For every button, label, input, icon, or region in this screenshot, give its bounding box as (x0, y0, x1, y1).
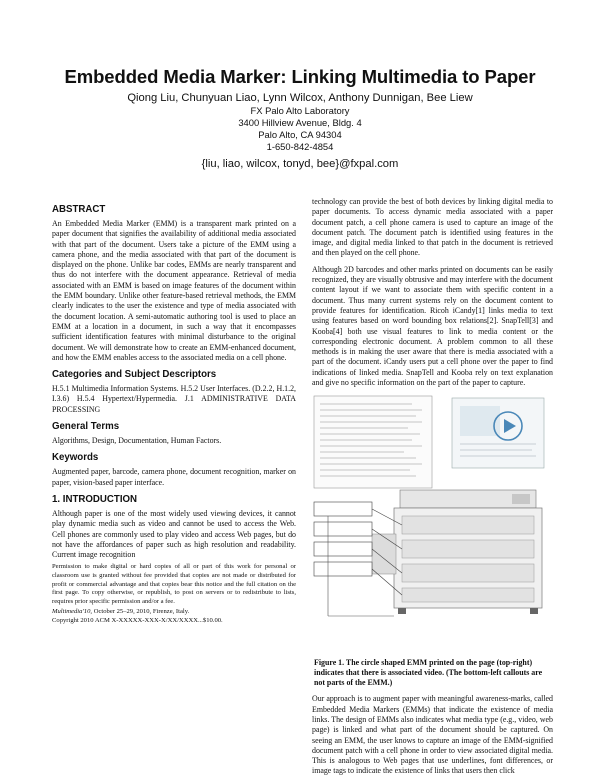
keywords-text: Augmented paper, barcode, camera phone, document recognition, marker on paper, vision-based paper interface. (52, 467, 296, 487)
figure-1-caption: Figure 1. The circle shaped EMM printed on the page (top-right) indicates that there is associated video. (The bottom-left callouts are not parts of the EMM.) (314, 658, 543, 688)
abstract-heading: ABSTRACT (52, 204, 106, 215)
permission-notice: Permission to make digital or hard copies of all or part of this work for personal or classroom use is granted without fee provided that copies are not made or distributed for profit or commercial advantage and that copies bear this notice and the full citation on the first page. To copy otherwise, or republish, to post on servers or to redistribute to lists, requires prior specific permission and/or a fee. (52, 563, 296, 605)
affiliation-phone: 1-650-842-4854 (266, 141, 334, 152)
introduction-heading: 1. INTRODUCTION (52, 493, 138, 505)
paragraph-2: Although 2D barcodes and other marks printed on documents can be easily recognized, they are visually obtrusive and may interfere with the document content layout if we want to associate them with specific content in a document. Thus many current systems rely on the document content to provide features for identification. Ricoh iCandy[1] links media to text using features based on word bounding box relations[2]. SnapTell[3] and Kooba[4] both use visual features to link to media content or the corresponding electronic document. A problem common to all these methods is in making the user aware that there is media associated with a part of the document. iCandy users put a cell phone over the paper to find indications of linked media. SnapTell and Kooba rely on text explanation and give no specific information on the part of the paper to capture. (312, 264, 553, 388)
copyright-line: Copyright 2010 ACM X-XXXXX-XXX-X/XX/XXXX...$10.00. (52, 616, 223, 624)
figure-1 (312, 394, 553, 652)
venue-details: , October 25–29, 2010, Firenze, Italy. (90, 608, 190, 616)
keywords-heading: Keywords (52, 452, 99, 464)
emm-document (452, 398, 544, 468)
categories-heading: Categories and Subject Descriptors (52, 369, 217, 381)
figure-1-illustration (312, 394, 553, 652)
affiliation-city: Palo Alto, CA 94304 (258, 129, 342, 140)
general-terms-heading: General Terms (52, 421, 120, 433)
right-column (312, 197, 553, 783)
affiliation-line: FX Palo Alto Laboratory (250, 105, 350, 116)
author-list: Qiong Liu, Chunyuan Liao, Lynn Wilcox, Anthony Dunnigan, Bee Liew (127, 92, 473, 104)
venue-line (52, 608, 296, 617)
general-terms-text: Algorithms, Design, Documentation, Human Factors. (52, 436, 222, 446)
author-emails: {liu, liao, wilcox, tonyd, bee}@fxpal.com (201, 158, 399, 170)
introduction-text: Although paper is one of the most widely used viewing devices, it cannot play dynamic media such as video and cannot be used to access the Web. Cell phones are commonly used to play video and access Web pages, but do not have the affordances of paper such as high resolution and readability. Current image recognition (52, 508, 296, 560)
categories-text: H.5.1 Multimedia Information Systems. H.5.2 User Interfaces. (D.2.2, H.1.2, I.3.6) H.5.4 Hypertext/Hypermedia. J.1 ADMINISTRATIVE DATA PROCESSING (52, 384, 296, 414)
left-column (52, 204, 296, 626)
affiliation-address: 3400 Hillview Avenue, Bldg. 4 (238, 117, 362, 128)
printed-page (314, 396, 432, 488)
copyright-block (52, 563, 296, 625)
paper-header (0, 66, 600, 171)
venue-name: Multimedia'10 (52, 608, 91, 616)
paper-title: Embedded Media Marker: Linking Multimedia to Paper (64, 66, 536, 87)
paragraph-1: technology can provide the best of both devices by linking digital media to paper documents. To access dynamic media associated with a paper document patch, a cell phone camera is used to capture an image of the document patch. The document patch is identified using features in the image, and digital media linked to that patch in the document is retrieved and then played on the cell phone. (312, 197, 553, 258)
printer-illustration (372, 490, 542, 614)
abstract-text: An Embedded Media Marker (EMM) is a transparent mark printed on a paper document that signifies the availability of additional media associated with that part of the document. Users take a picture of the EMM using a camera phone, and the media associated with that part of the document is displayed on the phone. Unlike bar codes, EMMs are nearly transparent and thus do not interfere with the document appearance. Retrieval of media associated with an EMM is based on image features of the document within the EMM boundary. Unlike other feature-based retrieval methods, the EMM clearly indicates to the user the existence and type of media associated with the document location. A semi-automatic authoring tool is used to place an EMM at a location in a document, in such a way that it encompasses sufficient identification features with minimal disturbance to the original document. We will demonstrate how to create an EMM-enhanced document, and how the EMM enables access to the associated media on a cell phone. (52, 219, 296, 362)
paragraph-3: Our approach is to augment paper with meaningful awareness-marks, called Embedded Media Markers (EMMs) that indicate the existence of media links. The design of EMMs also indicates what media type (e.g., video, web page) is linked and what part of the document should be captured. On seeing an EMM, the user knows to capture an image of the EMM-signified document patch with a cell phone in order to view associated digital media. This is analogous to Web pages that use underlines, font differences, or image tags to indicate the existence of links that users then click (312, 694, 553, 776)
